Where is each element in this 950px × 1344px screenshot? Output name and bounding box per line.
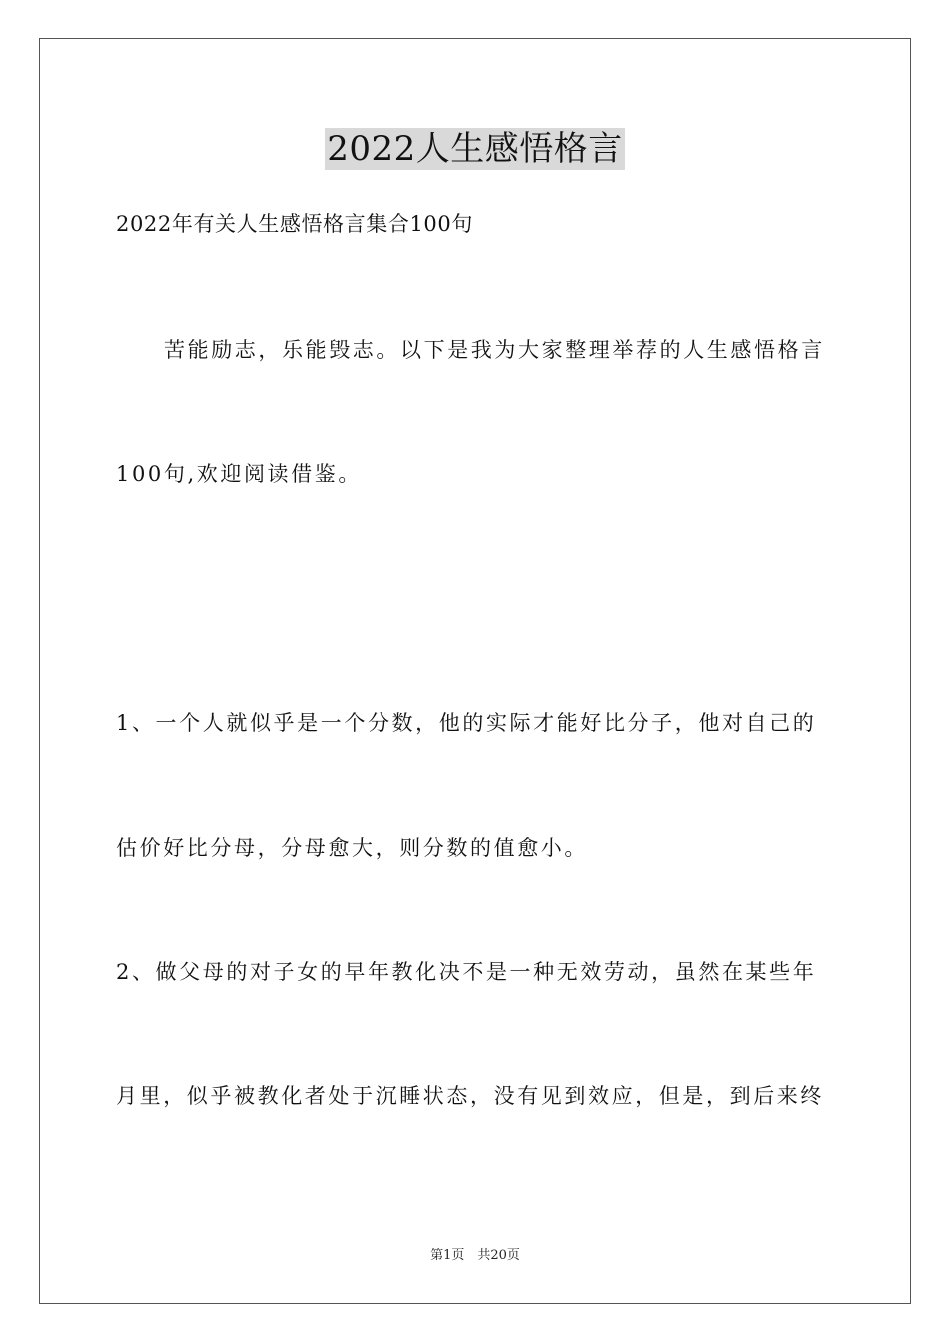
title-container bbox=[0, 128, 950, 170]
paragraph-line: 1、一个人就似乎是一个分数，他的实际才能好比分子，他对自己的 bbox=[116, 711, 817, 735]
document-title: 2022人生感悟格言 bbox=[327, 129, 623, 169]
paragraph-line: 100句,欢迎阅读借鉴。 bbox=[116, 462, 362, 486]
paragraph-line: 月里，似乎被教化者处于沉睡状态，没有见到效应，但是，到后来终 bbox=[116, 1084, 824, 1108]
paragraph-line: 估价好比分母，分母愈大，则分数的值愈小。 bbox=[116, 836, 588, 860]
paragraph-line: 苦能励志，乐能毁志。以下是我为大家整理举荐的人生感悟格言 bbox=[164, 338, 825, 362]
page-footer: 第1页 共20页 bbox=[430, 1248, 520, 1263]
document-subtitle: 2022年有关人生感悟格言集合100句 bbox=[116, 212, 473, 236]
paragraph-line: 2、做父母的对子女的早年教化决不是一种无效劳动，虽然在某些年 bbox=[116, 960, 817, 984]
